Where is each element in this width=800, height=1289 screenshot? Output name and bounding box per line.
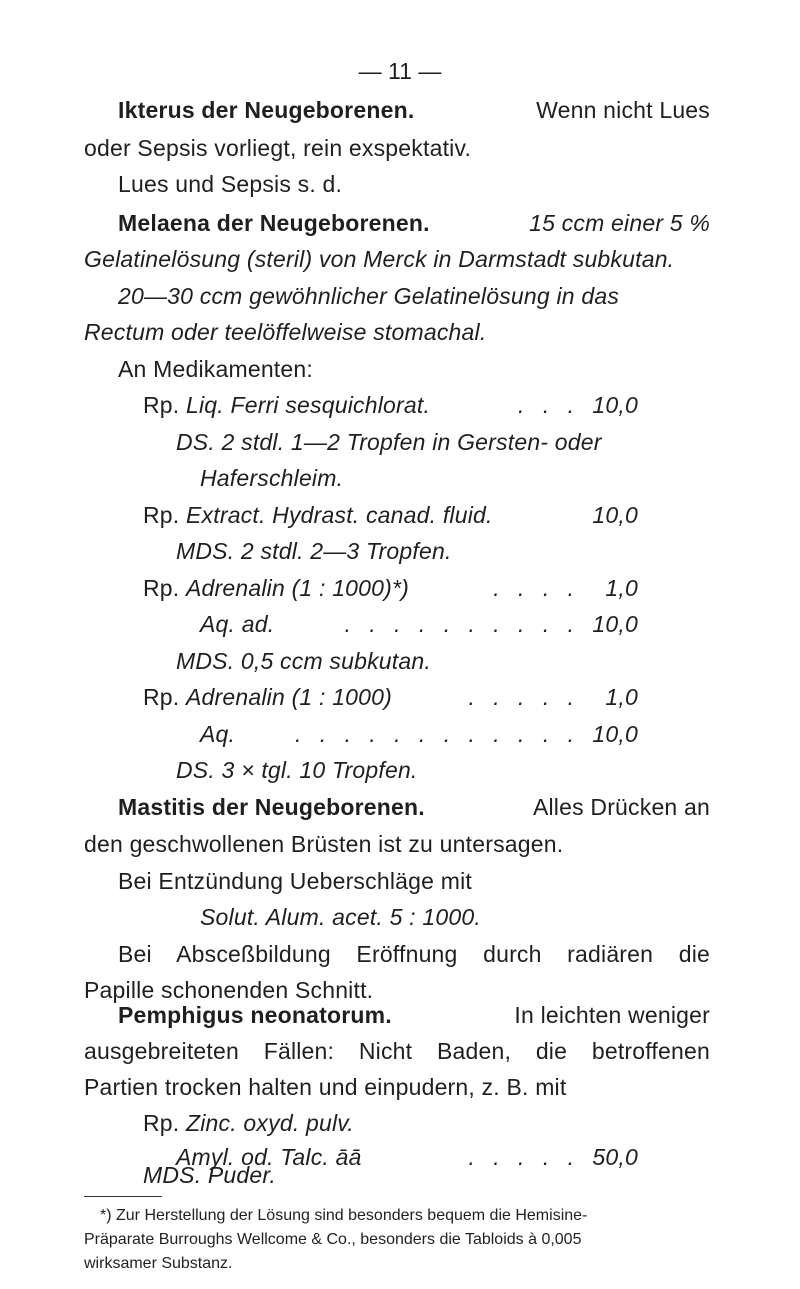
pemphigus-line-1-text: In leichten weniger: [514, 1002, 710, 1028]
footnote-rule: [84, 1196, 162, 1197]
ikterus-line-3: Lues und Sepsis s. d.: [118, 171, 343, 197]
pemphigus-mds: MDS. Puder.: [143, 1162, 277, 1188]
mastitis-line-5: Bei Absceßbildung Eröffnung durch radiären die: [118, 941, 710, 967]
pemphigus-rx: Rp. Zinc. oxyd. pulv.: [143, 1110, 354, 1136]
page-number: — 11 —: [358, 58, 442, 84]
mds-2: MDS. 2 stdl. 2—3 Tropfen.: [176, 538, 452, 564]
mastitis-line-6: Papille schonenden Schnitt.: [84, 977, 374, 1003]
melaena-line-4: Rectum oder teelöffelweise stomachal.: [84, 319, 487, 345]
ds-1b: Haferschleim.: [200, 465, 344, 491]
pemphigus-line-1: [118, 1000, 710, 1030]
melaena-line-1: [118, 208, 710, 238]
ds-1a: DS. 2 stdl. 1—2 Tropfen in Gersten- oder: [176, 429, 602, 455]
rx-1: Rp. Liq. Ferri sesquichlorat. . . . 10,0: [143, 392, 638, 418]
pemphigus-rx-2: Amyl. od. Talc. āā . . . . . 50,0: [176, 1144, 638, 1170]
ikterus-heading: Ikterus der Neugeborenen.: [118, 97, 415, 123]
mastitis-line-4: Solut. Alum. acet. 5 : 1000.: [200, 904, 481, 930]
pemphigus-line-3: Partien trocken halten und einpudern, z. B. mit: [84, 1074, 567, 1100]
pemphigus-heading: Pemphigus neonatorum.: [118, 1002, 392, 1028]
ds-4: DS. 3 × tgl. 10 Tropfen.: [176, 757, 418, 783]
melaena-line-2: Gelatinelösung (steril) von Merck in Darmstadt subkutan.: [84, 246, 675, 272]
mastitis-line-3: Bei Entzündung Ueberschläge mit: [118, 868, 472, 894]
mastitis-line-1-text: Alles Drücken an: [532, 794, 710, 820]
ikterus-line-1: [118, 95, 710, 125]
footnote-line-2: Präparate Burroughs Wellcome & Co., besonders die Tabloids à 0,005: [84, 1231, 582, 1248]
ikterus-line-2: oder Sepsis vorliegt, rein exspektativ.: [84, 135, 472, 161]
ikterus-line-1-text: Wenn nicht Lues: [536, 97, 710, 123]
footnote-line-3: wirksamer Substanz.: [84, 1255, 233, 1272]
melaena-line-3: 20—30 ccm gewöhnlicher Gelatinelösung in das: [118, 283, 620, 309]
footnote-line-1: *) Zur Herstellung der Lösung sind besonders bequem die Hemisine-: [100, 1207, 588, 1224]
rx-4-aq: Aq. . . . . . . . . . . . . 10,0: [200, 721, 638, 747]
rx-3-aq: Aq. ad. . . . . . . . . . . 10,0: [200, 611, 638, 637]
mastitis-line-2: den geschwollenen Brüsten ist zu untersagen.: [84, 831, 564, 857]
mastitis-line-1: [118, 792, 710, 822]
melaena-heading: Melaena der Neugeborenen.: [118, 210, 430, 236]
medikamente-intro: An Medikamenten:: [118, 356, 313, 382]
mds-3: MDS. 0,5 ccm subkutan.: [176, 648, 431, 674]
pemphigus-line-2: ausgebreiteten Fällen: Nicht Baden, die betroffenen: [84, 1038, 710, 1064]
mastitis-heading: Mastitis der Neugeborenen.: [118, 794, 425, 820]
rx-2: Rp. Extract. Hydrast. canad. fluid. 10,0: [143, 502, 638, 528]
rx-3: Rp. Adrenalin (1 : 1000)*) . . . . 1,0: [143, 575, 638, 601]
rx-4: Rp. Adrenalin (1 : 1000) . . . . . 1,0: [143, 684, 638, 710]
melaena-line-1-text: 15 ccm einer 5 %: [529, 210, 710, 236]
